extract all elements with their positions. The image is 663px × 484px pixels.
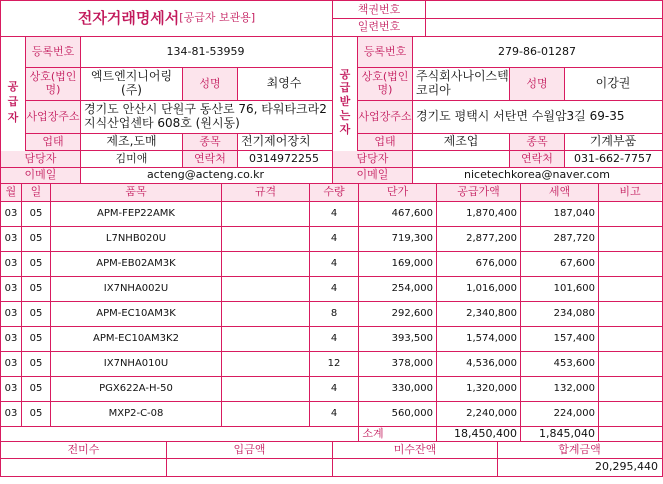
v-line <box>0 0 1 477</box>
cell-spec <box>222 302 309 326</box>
title-text: 전자거래명세서 <box>77 8 180 27</box>
cell-qty: 4 <box>330 233 338 245</box>
cell-price: 393,500 <box>391 333 433 345</box>
h-line <box>0 326 663 327</box>
receiver-addr-label: 사업장주소 <box>358 101 412 133</box>
cell-month: 03 <box>4 233 18 245</box>
v-line <box>80 36 81 184</box>
h-line <box>0 167 333 168</box>
cell-day: 05 <box>29 333 43 345</box>
supplier-phone: 0314972255 <box>249 151 319 165</box>
receiver-reg-no: 279-86-01287 <box>498 44 576 58</box>
cell-supply: 1,574,000 <box>466 333 517 345</box>
cell-note <box>599 252 661 276</box>
v-line <box>237 133 238 168</box>
v-line <box>564 133 565 168</box>
cell-qty: 12 <box>327 358 341 370</box>
cell-tax: 224,000 <box>553 408 595 420</box>
h-line <box>0 201 663 202</box>
receiver-contact <box>413 151 509 167</box>
h-line <box>0 301 663 302</box>
cell-spec <box>222 327 309 351</box>
cell-spec <box>222 202 309 226</box>
h-line <box>357 67 663 68</box>
supplier-email-label: 이메일 <box>1 168 80 183</box>
cell-spec <box>222 402 309 426</box>
cell-note <box>599 202 661 226</box>
cell-item: MXP2-C-08 <box>108 408 164 420</box>
cell-month: 03 <box>4 283 18 295</box>
cell-tax: 101,600 <box>553 283 595 295</box>
cell-qty: 4 <box>330 208 338 220</box>
cell-tax: 187,040 <box>553 208 595 220</box>
subtotal-tax: 1,845,040 <box>539 427 595 440</box>
h-line <box>332 167 663 168</box>
cell-tax: 234,080 <box>553 308 595 320</box>
h-line <box>0 376 663 377</box>
cell-day: 05 <box>29 208 43 220</box>
cell-month: 03 <box>4 358 18 370</box>
cell-item: IX7NHA010U <box>103 358 169 370</box>
col-header-price: 단가 <box>359 184 436 201</box>
receiver-biz-type: 제조업 <box>443 134 479 149</box>
cell-item: APM-FEP22AMK <box>97 208 175 220</box>
cell-note <box>599 402 661 426</box>
v-line <box>237 67 238 101</box>
cell-qty: 4 <box>330 333 338 345</box>
subtotal-supply: 18,450,400 <box>454 427 517 440</box>
col-header-spec: 규격 <box>222 184 309 201</box>
col-header-month: 월 <box>1 184 21 201</box>
cell-spec <box>222 352 309 376</box>
receiver-email[interactable]: nicetechkorea@naver.com <box>464 168 610 182</box>
receiver-phone: 031-662-7757 <box>574 151 652 165</box>
cell-note <box>599 352 661 376</box>
supplier-email[interactable]: acteng@acteng.co.kr <box>146 168 265 182</box>
supplier-name: 엑트엔지니어링(주) <box>90 69 173 97</box>
cell-tax: 132,000 <box>553 383 595 395</box>
supplier-biz-type: 제조,도매 <box>106 134 157 149</box>
cell-qty: 4 <box>330 383 338 395</box>
cell-tax: 453,600 <box>553 358 595 370</box>
serial-no-label: 일련번호 <box>357 20 401 34</box>
supplier-contact: 김미애 <box>115 151 148 165</box>
document-title <box>1 1 332 36</box>
cell-supply: 1,870,400 <box>466 208 517 220</box>
col-header-supply: 공급가액 <box>437 184 520 201</box>
h-line <box>357 100 663 101</box>
cell-day: 05 <box>29 233 43 245</box>
receiver-item-label: 종목 <box>510 134 564 150</box>
v-line <box>598 183 599 442</box>
cell-price: 467,600 <box>391 208 433 220</box>
cell-price: 254,000 <box>391 283 433 295</box>
cell-spec <box>222 277 309 301</box>
cell-tax: 157,400 <box>553 333 595 345</box>
col-header-qty: 수량 <box>310 184 358 201</box>
cell-item: APM-EC10AM3K <box>96 308 176 320</box>
v-line <box>509 67 510 101</box>
cell-price: 330,000 <box>391 383 433 395</box>
cell-price: 378,000 <box>391 358 433 370</box>
title-subtitle: [공급자 보관용] <box>179 11 256 25</box>
cell-qty: 4 <box>330 258 338 270</box>
receiver-phone-label: 연락처 <box>510 151 564 167</box>
cell-day: 05 <box>29 358 43 370</box>
h-line <box>0 401 663 402</box>
v-line <box>436 183 437 442</box>
cell-item: PGX622A-H-50 <box>99 383 173 395</box>
v-line <box>21 183 22 427</box>
cell-day: 05 <box>29 408 43 420</box>
received-label: 입금액 <box>233 442 266 456</box>
unpaid-value <box>333 459 497 475</box>
v-line <box>497 441 498 477</box>
receiver-rep-label: 성명 <box>510 68 564 100</box>
v-line <box>50 183 51 427</box>
col-header-day: 일 <box>22 184 50 201</box>
cell-price: 292,600 <box>391 308 433 320</box>
h-line <box>0 36 663 37</box>
v-line <box>520 183 521 442</box>
receiver-addr: 경기도 평택시 서탄면 수월암3길 69-35 <box>416 109 625 124</box>
cell-note <box>599 327 661 351</box>
prev-balance-label: 전미수 <box>67 442 100 456</box>
h-line <box>357 133 663 134</box>
supplier-reg-no: 134-81-53959 <box>166 44 245 58</box>
cell-qty: 4 <box>330 408 338 420</box>
cell-month: 03 <box>4 383 18 395</box>
h-line <box>0 251 663 252</box>
receiver-email-label: 이메일 <box>333 168 412 183</box>
cell-supply: 1,016,000 <box>466 283 517 295</box>
cell-day: 05 <box>29 283 43 295</box>
h-line <box>332 18 663 19</box>
h-line <box>0 351 663 352</box>
supplier-rep-label: 성명 <box>183 68 237 100</box>
cell-price: 560,000 <box>391 408 433 420</box>
received-value <box>167 459 332 475</box>
v-line <box>166 441 167 477</box>
cell-day: 05 <box>29 308 43 320</box>
v-line <box>221 183 222 427</box>
cell-supply: 2,340,800 <box>466 308 517 320</box>
h-line <box>25 150 333 151</box>
v-line <box>358 183 359 442</box>
cell-supply: 2,240,000 <box>466 408 517 420</box>
receiver-item: 기계부품 <box>589 134 637 149</box>
cell-price: 169,000 <box>391 258 433 270</box>
supplier-biz-type-label: 업태 <box>26 134 80 150</box>
cell-note <box>599 277 661 301</box>
h-line <box>0 458 663 459</box>
cell-tax: 67,600 <box>560 258 595 270</box>
subtotal-label: 소계 <box>362 427 384 440</box>
cell-note <box>599 377 661 401</box>
cell-month: 03 <box>4 258 18 270</box>
cell-spec <box>222 252 309 276</box>
col-header-item: 품목 <box>51 184 221 201</box>
receiver-reg-label: 등록번호 <box>358 37 412 67</box>
cell-spec <box>222 227 309 251</box>
cell-month: 03 <box>4 333 18 345</box>
h-line <box>0 426 663 427</box>
cell-note <box>599 302 661 326</box>
prev-balance-value <box>1 459 166 475</box>
h-line <box>0 226 663 227</box>
cell-price: 719,300 <box>391 233 433 245</box>
v-line <box>309 183 310 427</box>
supplier-addr: 경기도 안산시 단원구 동산로 76, 타워타크라2지식산업센타 608호 (원시동) <box>84 102 327 130</box>
cell-supply: 1,320,000 <box>466 383 517 395</box>
cell-item: L7NHB020U <box>105 233 167 245</box>
supplier-contact-label: 담당자 <box>1 151 80 167</box>
cell-item: APM-EB02AM3K <box>96 258 176 270</box>
cell-qty: 8 <box>330 308 338 320</box>
cell-supply: 676,000 <box>475 258 517 270</box>
receiver-side-label: 공 급 받 는 자 <box>339 67 351 136</box>
cell-note <box>599 227 661 251</box>
v-line <box>182 67 183 101</box>
h-line <box>0 276 663 277</box>
col-header-tax: 세액 <box>521 184 598 201</box>
h-line <box>0 183 663 184</box>
cell-day: 05 <box>29 383 43 395</box>
receiver-biz-type-label: 업태 <box>358 134 412 150</box>
supplier-side-label: 공 급 자 <box>7 79 19 124</box>
v-line <box>564 67 565 101</box>
v-line <box>332 441 333 477</box>
h-line <box>25 100 333 101</box>
cell-supply: 2,877,200 <box>466 233 517 245</box>
book-no-label: 책권번호 <box>357 2 401 16</box>
v-line <box>509 133 510 168</box>
receiver-name-label: 상호(법인명) <box>358 68 412 100</box>
col-header-note: 비고 <box>599 184 661 201</box>
receiver-contact-label: 담당자 <box>333 151 412 167</box>
receiver-rep: 이강권 <box>595 76 631 91</box>
supplier-name-label: 상호(법인명) <box>26 68 80 100</box>
h-line <box>357 150 663 151</box>
v-line <box>182 133 183 168</box>
cell-item: APM-EC10AM3K2 <box>93 333 179 345</box>
supplier-reg-label: 등록번호 <box>26 37 80 67</box>
supplier-addr-label: 사업장주소 <box>26 101 80 133</box>
total-value: 20,295,440 <box>595 459 658 473</box>
supplier-item-label: 종목 <box>183 134 237 150</box>
supplier-item: 전기제어장치 <box>241 134 311 149</box>
cell-tax: 287,720 <box>553 233 595 245</box>
cell-spec <box>222 377 309 401</box>
v-line <box>332 0 333 184</box>
cell-day: 05 <box>29 258 43 270</box>
cell-month: 03 <box>4 308 18 320</box>
cell-qty: 4 <box>330 283 338 295</box>
cell-month: 03 <box>4 208 18 220</box>
cell-supply: 4,536,000 <box>466 358 517 370</box>
h-line <box>25 133 333 134</box>
supplier-rep: 최영수 <box>266 76 302 91</box>
cell-item: IX7NHA002U <box>103 283 169 295</box>
h-line <box>25 67 333 68</box>
cell-month: 03 <box>4 408 18 420</box>
v-line <box>412 36 413 184</box>
receiver-name: 주식회사나이스텍코리아 <box>416 69 509 97</box>
unpaid-label: 미수잔액 <box>393 442 437 456</box>
total-label: 합계금액 <box>558 442 601 456</box>
supplier-phone-label: 연락처 <box>183 151 237 167</box>
